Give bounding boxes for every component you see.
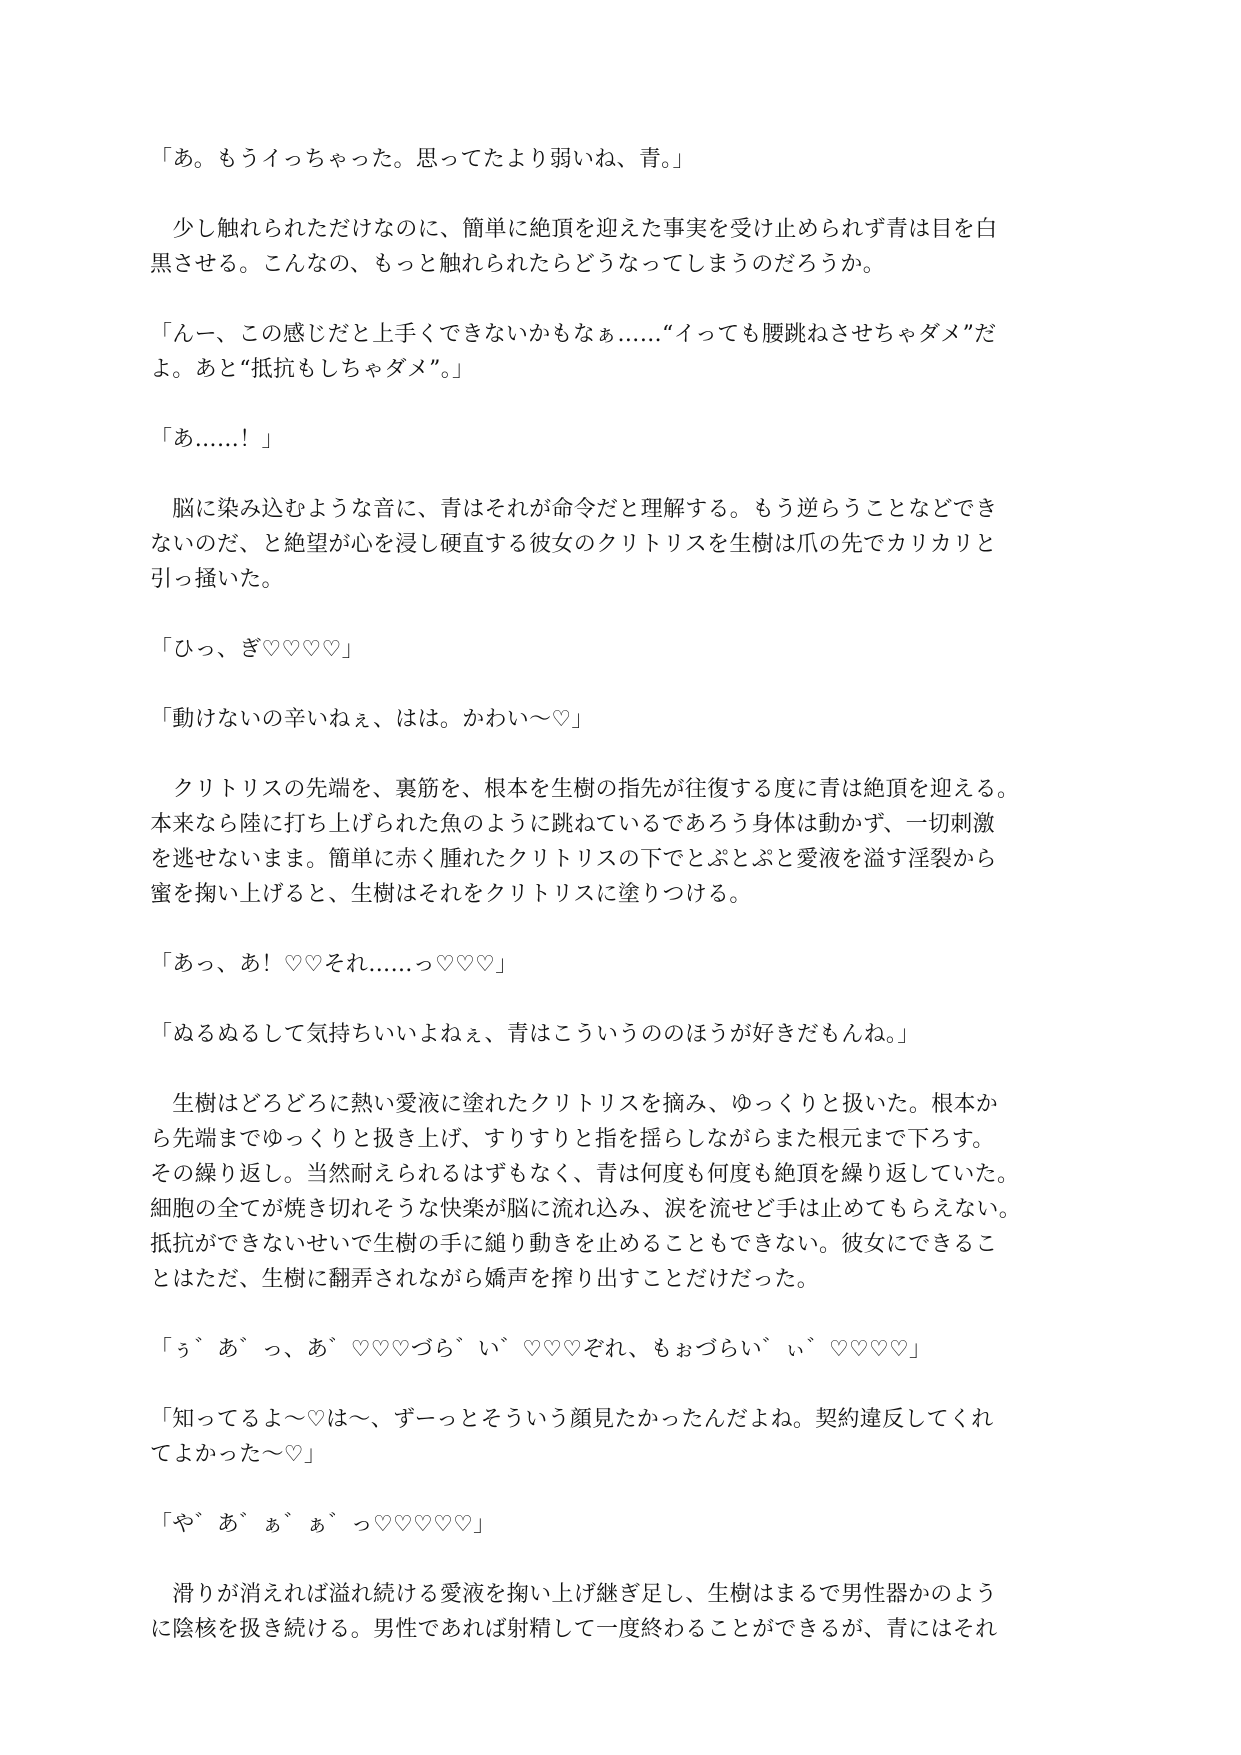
paragraph	[150, 1332, 1110, 1367]
text-line: 細胞の全てが焼き切れそうな快楽が脳に流れ込み、涙を流せど手は止めてもらえない。	[150, 1197, 1022, 1222]
paragraph	[150, 1577, 1110, 1647]
text-line: 本来なら陸に打ち上げられた魚のように跳ねているであろう身体は動かず、一切刺激	[150, 812, 995, 837]
text-line: てよかった〜♡」	[150, 1442, 327, 1467]
paragraph	[150, 1507, 1110, 1542]
text-line: 生樹はどろどろに熱い愛液に塗れたクリトリスを摘み、ゆっくりと扱いた。根本か	[150, 1092, 999, 1117]
document-page	[150, 142, 1110, 1682]
paragraph	[150, 1402, 1110, 1472]
paragraph	[150, 317, 1110, 387]
paragraph	[150, 212, 1110, 282]
paragraph	[150, 1017, 1110, 1052]
paragraph	[150, 772, 1110, 912]
paragraph	[150, 702, 1110, 737]
text-line: 「んー、この感じだと上手くできないかもなぁ……“イっても腰跳ねさせちゃダメ”だ	[150, 322, 997, 347]
paragraph	[150, 142, 1110, 177]
text-line: を逃せないまま。簡単に赤く腫れたクリトリスの下でとぷとぷと愛液を溢す淫裂から	[150, 847, 997, 872]
paragraph	[150, 1087, 1110, 1297]
text-line: 「ぬるぬるして気持ちいいよねぇ、青はこういうののほうが好きだもんね。」	[150, 1022, 920, 1047]
text-line: 抵抗ができないせいで生樹の手に縋り動きを止めることもできない。彼女にできるこ	[150, 1232, 998, 1257]
paragraph	[150, 492, 1110, 597]
paragraph	[150, 632, 1110, 667]
text-line: 少し触れられただけなのに、簡単に絶頂を迎えた事実を受け止められず青は目を白	[150, 217, 998, 242]
text-line: 「ひっ、ぎ♡♡♡♡」	[150, 637, 364, 662]
text-line: 「動けないの辛いねぇ、はは。かわい〜♡」	[150, 707, 594, 732]
paragraph	[150, 422, 1110, 457]
text-line: 「ぅ゛あ゛っ、あ゛♡♡♡づら゛い゛♡♡♡ぞれ、もぉづらい゛ぃ゛♡♡♡♡」	[150, 1337, 932, 1362]
text-line: 滑りが消えれば溢れ続ける愛液を掬い上げ継ぎ足し、生樹はまるで男性器かのよう	[150, 1582, 998, 1607]
text-line: ら先端までゆっくりと扱き上げ、すりすりと指を揺らしながらまた根元まで下ろす。	[150, 1127, 995, 1152]
text-line: 「あ。もうイっちゃった。思ってたより弱いね、青。」	[150, 147, 695, 172]
text-line: 黒させる。こんなの、もっと触れられたらどうなってしまうのだろうか。	[150, 252, 886, 277]
text-line: よ。あと“抵抗もしちゃダメ”。」	[150, 357, 475, 382]
text-line: 脳に染み込むような音に、青はそれが命令だと理解する。もう逆らうことなどでき	[150, 497, 998, 522]
text-line: ないのだ、と絶望が心を浸し硬直する彼女のクリトリスを生樹は爪の先でカリカリと	[150, 532, 997, 557]
text-line: 引っ掻いた。	[150, 567, 284, 592]
text-line: クリトリスの先端を、裏筋を、根本を生樹の指先が往復する度に青は絶頂を迎える。	[150, 777, 1020, 802]
text-line: 「あ……！」	[150, 427, 284, 452]
paragraph	[150, 947, 1110, 982]
text-line: 「あっ、あ！♡♡それ……っ♡♡♡」	[150, 952, 518, 977]
text-line: とはただ、生樹に翻弄されながら嬌声を搾り出すことだけだった。	[150, 1267, 820, 1292]
text-line: に陰核を扱き続ける。男性であれば射精して一度終わることができるが、青にはそれ	[150, 1617, 998, 1642]
text-line: その繰り返し。当然耐えられるはずもなく、青は何度も何度も絶頂を繰り返していた。	[150, 1162, 1020, 1187]
text-line: 蜜を掬い上げると、生樹はそれをクリトリスに塗りつける。	[150, 882, 752, 907]
text-line: 「や゛あ゛ぁ゛ぁ゛っ♡♡♡♡♡」	[150, 1512, 496, 1537]
text-line: 「知ってるよ〜♡は〜、ずーっとそういう顔見たかったんだよね。契約違反してくれ	[150, 1407, 994, 1432]
